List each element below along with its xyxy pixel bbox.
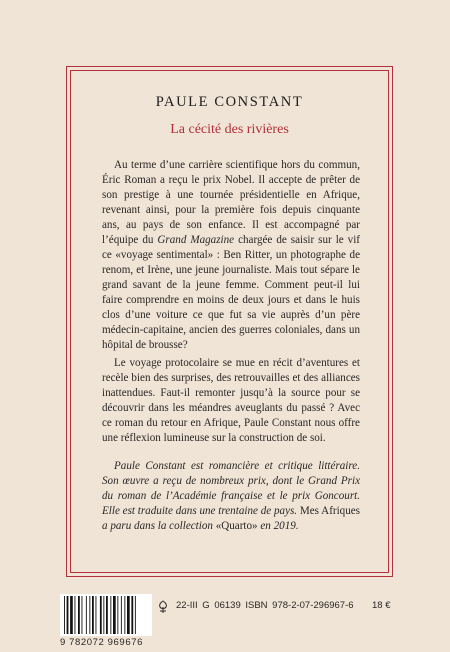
price: 18 € [372, 600, 391, 611]
barcode-number: 9 782072 969676 [60, 637, 143, 648]
author-name: PAULE CONSTANT [155, 94, 304, 110]
synopsis-paragraph-1: Au terme d’une carrière scientifique hors du commun, Éric Roman a reçu le prix Nobel. Il accepte de prêter de son prestige à une tournée présidentielle en Afrique, revenant ainsi, pour la première fois depuis cinquante ans, au pays de son enfance. Il est accompagné par l’équipe du Grand Magazine chargée de saisir sur le vif ce «voyage sentimental» : Ben Ritter, un photographe de renom, et Irène, une jeune journaliste. Mais tout sépare le grand savant de la jeune femme. Comment peut-il lui faire comprendre en moins de deux jours et dans le huis clos d’une voiture ce que fut sa vie auprès d’un père médecin-capitaine, ancien des guerres coloniales, dans un hôpital de brousse? [102, 159, 360, 351]
synopsis-paragraph-2: Le voyage protocolaire se mue en récit d’aventures et recèle bien des surprises, des retrouvailles et des alliances inattendues. Faut-il remonter jusqu’à la source pour se découvrir dans les méandres aveuglants du passé ? Avec ce roman du retour en Afrique, Paule Constant nous offre une réflexion lumineuse sur la construction de soi. [102, 357, 360, 444]
gallimard-monogram-icon [156, 600, 170, 614]
bio-work-title: Mes Afriques [299, 505, 360, 517]
back-cover-text [102, 158, 360, 537]
bio-collection-name: «Quarto» [215, 520, 258, 532]
magazine-name: Grand Magazine [157, 234, 235, 246]
isbn-barcode [60, 594, 152, 636]
book-title: La cécité des rivières [170, 122, 289, 137]
book-reference: 22-III G 06139 ISBN 978-2-07-296967-6 [176, 600, 354, 611]
author-bio: Paule Constant est romancière et critique littéraire. Son œuvre a reçu de nombreux prix, dont le Grand Prix du roman de l’Académie française et le prix Goncourt. Elle est traduite dans une trentaine de pays. Mes Afriques a paru dans la collection «Quarto» en 2019. [102, 460, 360, 532]
